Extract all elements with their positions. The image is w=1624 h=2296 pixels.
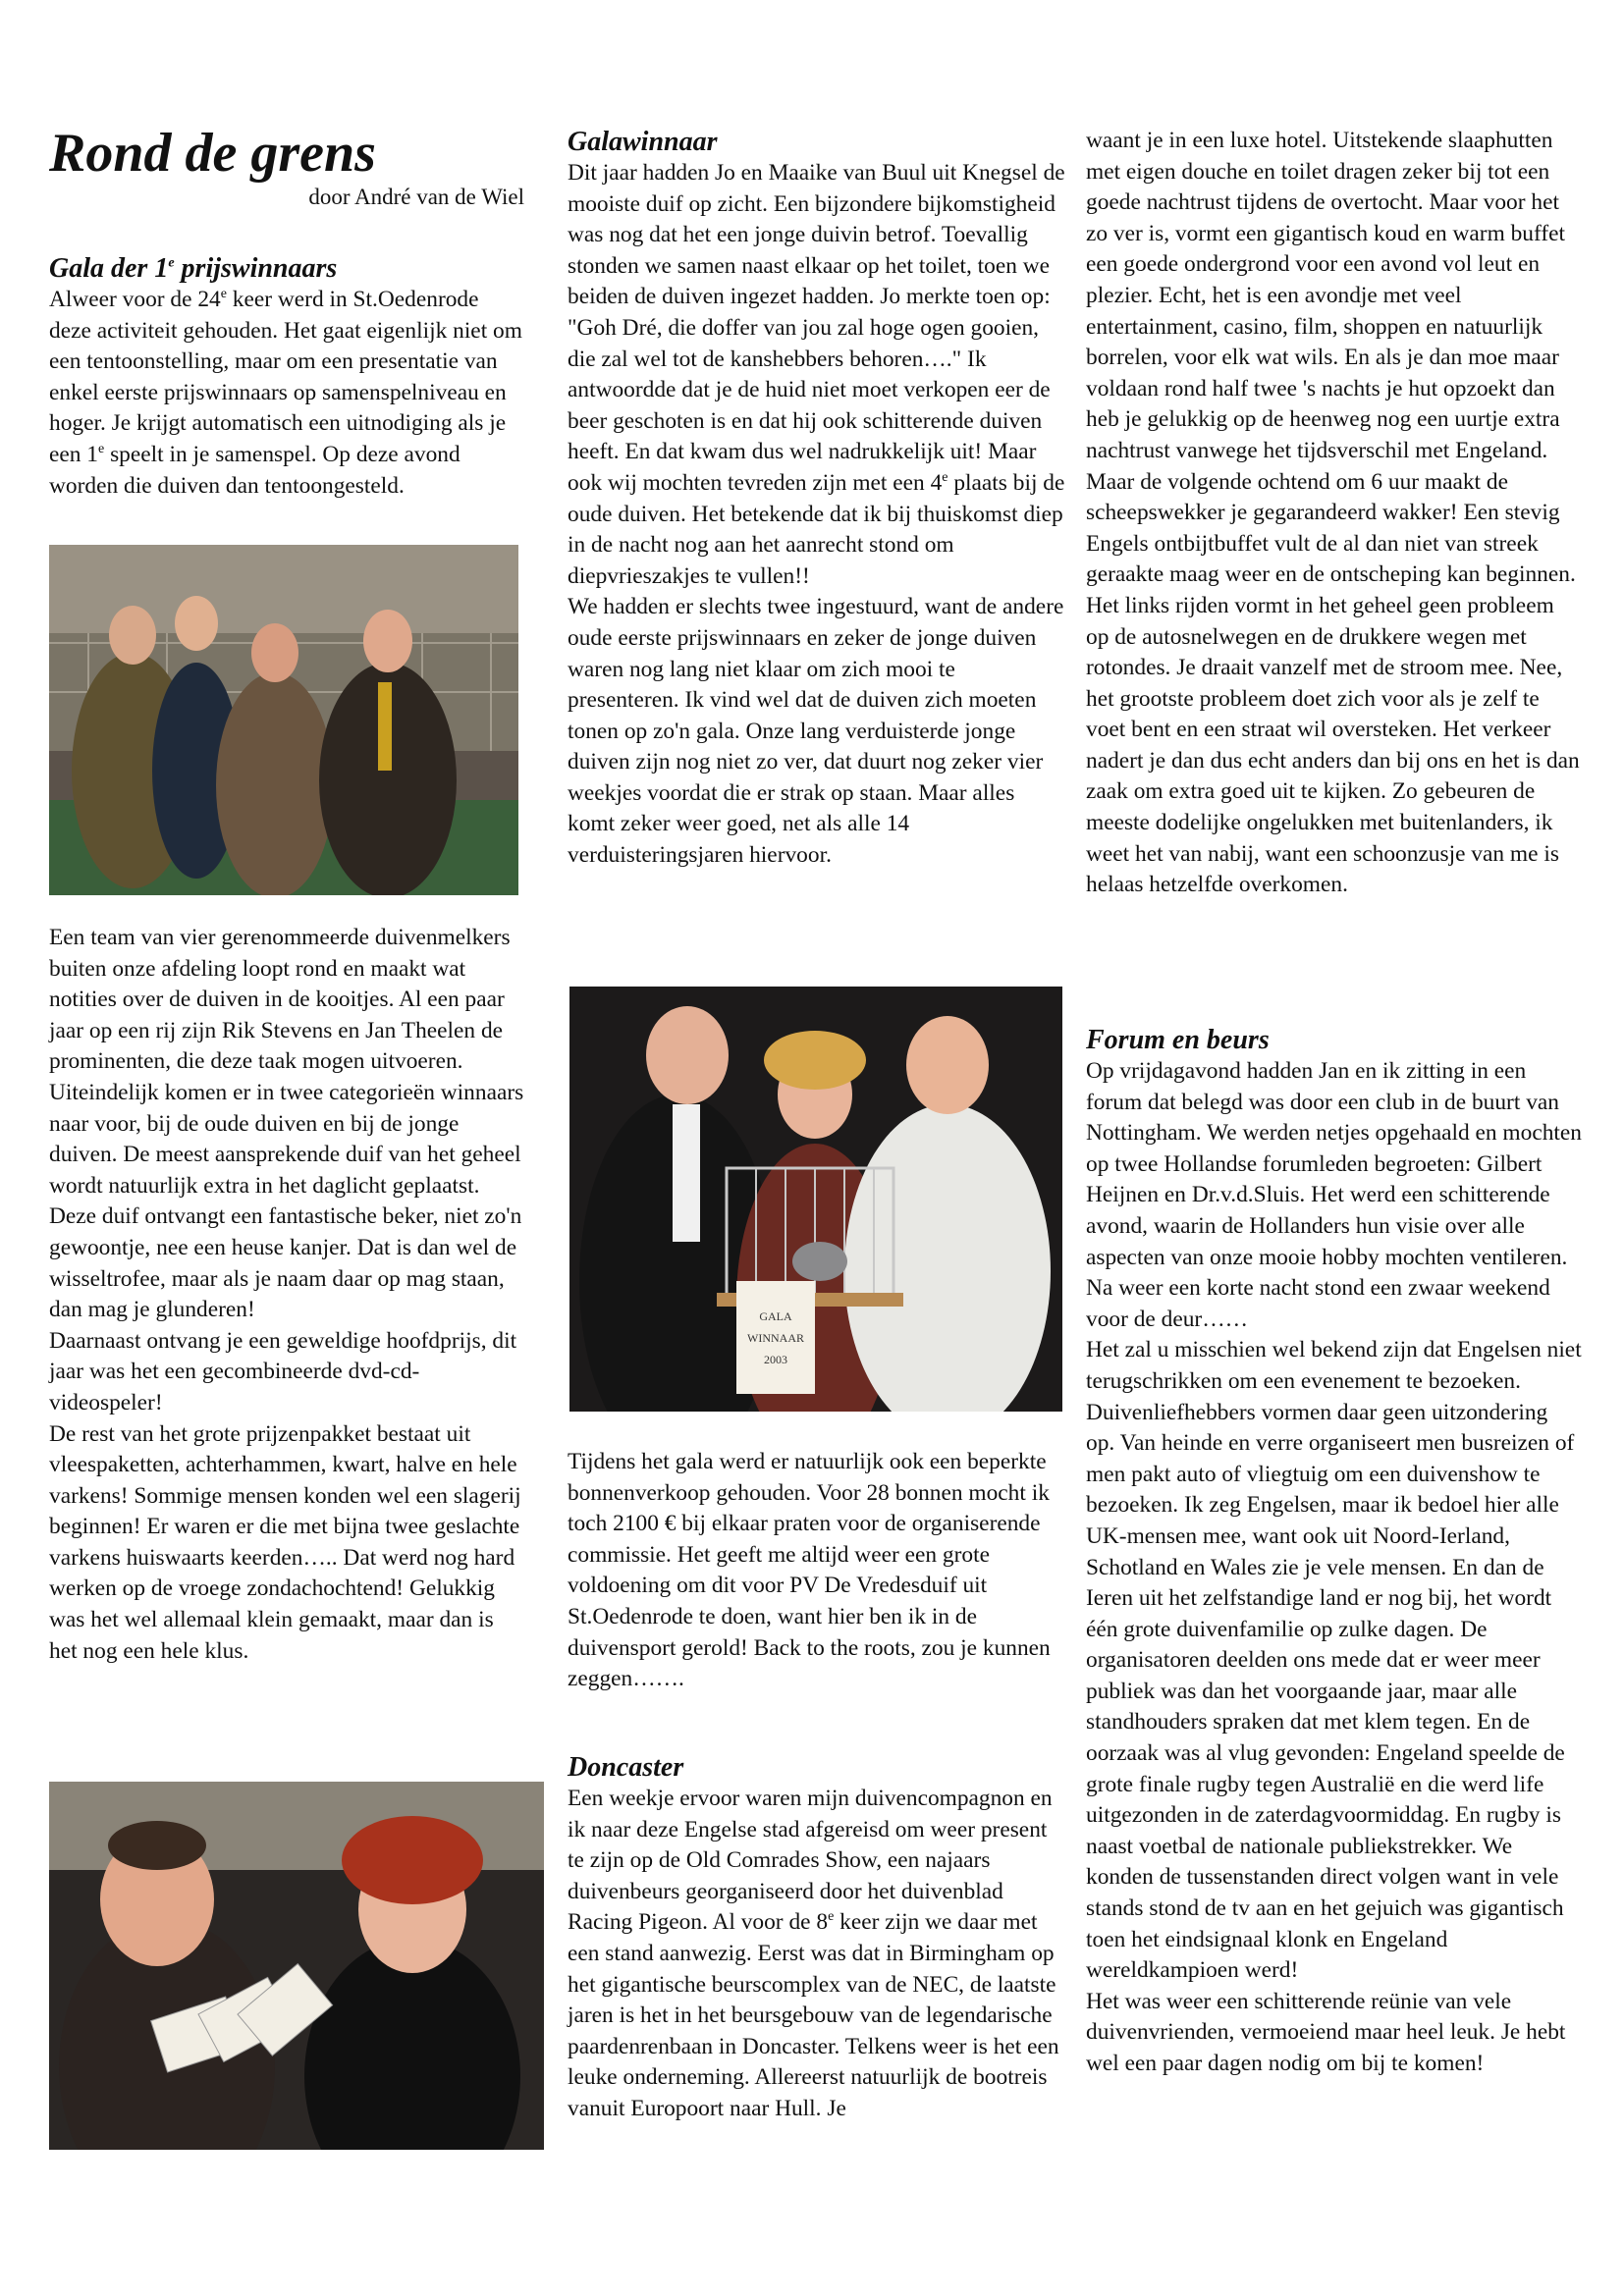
doncaster-heading: Doncaster: [568, 1752, 684, 1783]
doncaster-continued: [1086, 126, 1582, 901]
doncaster-paragraph-2: waant je in een luxe hotel. Uitstekende slaaphutten met eigen douche en toilet dragen zeker bij tot een goede nachtrust tijdens de overtocht. Maar voor het zo ver is, vormt een gigantisch koud en warm buffet een goede ondergrond voor een avond vol leut en plezier. Echt, het is een avondje met veel entertainment, casino, film, shoppen en natuurlijk borrelen, voor elk wat wils. En als je dan moe maar voldaan rond half twee 's nachts je hut opzoekt dan heb je gelukkig op de heenweg nog een uurtje extra nachtrust vanwege het tijdsverschil met Engeland. Maar de volgende ochtend om 6 uur maakt de scheepswekker je gegarandeerd wakker! Een stevig Engels ontbijtbuffet vult de al dan niet van streek geraakte maag weer en de ontscheping kan beginnen. Het links rijden vormt in het geheel geen probleem op de autosnelwegen en de drukkere wegen met rotondes. Je draait vanzelf met de stroom mee. Nee, het grootste probleem doet zich voor als je zelf te voet bent en een straat wil oversteken. Het verkeer nadert je dan dus echt anders dan bij ons en het is dan zaak om extra goed uit te kijken. Zo gebeuren de meeste dodelijke ongelukken met buitenlanders, ik weet het van nabij, want een schoonzusje van me is helaas hetzelfde overkomen.: [1086, 128, 1580, 898]
forum-heading: Forum en beurs: [1086, 1025, 1270, 1055]
section-doncaster: [568, 1752, 1066, 2125]
forum-paragraph: Op vrijdagavond hadden Jan en ik zitting in een forum dat belegd was door een club in de buurt van Nottingham. We werden netjes opgehaald en mochten op twee Hollandse forumleden begroeten: Gilbert Heijnen en Dr.v.d.Sluis. Het werd een schitterende avond, waarin de Hollanders hun visie over alle aspecten van onze mooie hobby mochten ventileren. Na weer een korte nacht stond een zwaar weekend voor de deur…… Het zal u misschien wel bekend zijn dat Engelsen niet terugschrikken om een evenement te bezoeken. Duivenliefhebbers vormen daar geen uitzondering op. Van heinde en verre organiseert men busreizen of men pakt auto of vliegtuig om een duivenshow te bezoeken. Ik zeg Engelsen, maar ik bedoel hier alle UK-mensen mee, want ook uit Noord-Ierland, Schotland en Wales zie je vele mensen. En dan de Ieren uit het zelfstandige land er nog bij, het wordt één grote duivenfamilie op zulke dagen. De organisatoren deelden ons mede dat er weer meer publiek was dan het voorgaande jaar, maar alle standhouders spraken dat met klem tegen. En de oorzaak was al vlug gevonden: Engeland speelde de grote finale rugby tegen Australië en die werd life uitgezonden in de zaterdagvoormiddag. En rugby is naast voetbal de nationale publiekstrekker. We konden de tussenstanden direct volgen want in vele stands stond de tv aan en het gejuich was gigantisch toen het eindsignaal klonk en Engeland wereldkampioen werd! Het was weer een schitterende reünie van vele duivenvrienden, vermoeiend maar heel leuk. Je hebt wel een paar dagen nodig om bij te komen!: [1086, 1058, 1582, 2076]
gala-paragraph-1: Alweer voor de 24e keer werd in St.Oedenrode deze activiteit gehouden. Het gaat eigenlijk niet om een tentoonstelling, maar om een presentatie van enkel eerste prijswinnaars op samenspelniveau en hoger. Je krijgt automatisch een uitnodiging als je een 1e speelt in je samenspel. Op deze avond worden die duiven dan tentoongesteld.: [49, 287, 522, 499]
photo-gala-winner: [569, 987, 1062, 1412]
galawinnaar-paragraph-2: Tijdens het gala werd er natuurlijk ook een beperkte bonnenverkoop gehouden. Voor 28 bonnen mocht ik toch 2100 € bij elkaar praten voor de organiserende commissie. Het geeft me altijd weer een grote voldoening om dit voor PV De Vredesduif uit St.Oedenrode te doen, want hier ben ik in de duivensport gerold! Back to the roots, zou je kunnen zeggen…….: [568, 1449, 1051, 1692]
section-galawinnaar: [568, 127, 1066, 872]
gala-body: [49, 923, 524, 1667]
article-byline: door André van de Wiel: [308, 185, 524, 209]
article-title: Rond de grens: [49, 123, 376, 184]
section-gala: [49, 253, 524, 502]
gala-winner-sign: GALA WINNAAR 2003: [747, 1309, 804, 1366]
galawinnaar-paragraph-1: Dit jaar hadden Jo en Maaike van Buul uit Knegsel de mooiste duif op zicht. Een bijzondere bijkomstigheid was nog dat het een jonge duivin betrof. Toevallig stonden we samen naast elkaar op het toilet, toen we beiden de duiven ingezet hadden. Jo merkte toen op: "Goh Dré, die doffer van jou zal hoge ogen gooien, die zal wel tot de kanshebbers behoren…." Ik antwoordde dat je de huid niet moet verkopen eer de beer geschoten is en dat hij ook schitterende duiven heeft. En dat kwam dus wel nadrukkelijk uit! Maar ook wij mochten tevreden zijn met een 4e plaats bij de oude duiven. Het betekende dat ik bij thuiskomst diep in de nacht nog aan het aanrecht stond om diepvrieszakjes te vullen!! We hadden er slechts twee ingestuurd, want de andere oude eerste prijswinnaars en zeker de jonge duiven waren nog lang niet klaar om zich mooi te presenteren. Ik vind wel dat de duiven zich moeten tonen op zo'n gala. Onze lang verduisterde jonge duiven zijn nog niet zo ver, dat duurt nog zeker vier weekjes voordat die er strak op staan. Maar alles komt zeker weer goed, net als alle 14 verduisteringsjaren hiervoor.: [568, 160, 1065, 869]
galawinnaar-body: [568, 1447, 1066, 1695]
gala-paragraph-2: Een team van vier gerenommeerde duivenmelkers buiten onze afdeling loopt rond en maakt wat notities over de duiven in de kooitjes. Al een paar jaar op een rij zijn Rik Stevens en Jan Theelen de prominenten, die deze taak mogen uitvoeren. Uiteindelijk komen er in twee categorieën winnaars naar voor, bij de oude duiven en bij de jonge duiven. De meest aansprekende duif van het geheel wordt natuurlijk extra in het daglicht geplaatst. Deze duif ontvangt een fantastische beker, niet zo'n gewoontje, nee een heuse kanjer. Dat is dan wel de wisseltrofee, maar als je naam daar op mag staan, dan mag je glunderen! Daarnaast ontvang je een geweldige hoofdprijs, dit jaar was het een gecombineerde dvd-cd-videospeler! De rest van het grote prijzenpakket bestaat uit vleespaketten, achterhammen, kwart, halve en hele varkens! Sommige mensen konden wel een slagerij beginnen! Er waren er die met bijna twee geslachte varkens huiswaarts keerden….. Dat werd nog hard werken op de vroege zondachochtend! Gelukkig was het wel allemaal klein gemaakt, maar dan is het nog een hele klus.: [49, 925, 524, 1664]
photo-man-and-woman: [49, 1782, 544, 2150]
galawinnaar-heading: Galawinnaar: [568, 127, 718, 157]
doncaster-paragraph-1: Een weekje ervoor waren mijn duivencompagnon en ik naar deze Engelse stad afgereisd om weer present te zijn op de Old Comrades Show, een najaars duivenbeurs georganiseerd door het duivenblad Racing Pigeon. Al voor de 8e keer zijn we daar met een stand aanwezig. Eerst was dat in Birmingham op het gigantische beurscomplex van de NEC, de laatste jaren is het in het beursgebouw van de legendarische paardenrenbaan in Doncaster. Telkens weer is het een leuke onderneming. Allereerst natuurlijk de bootreis vanuit Europoort naar Hull. Je: [568, 1786, 1059, 2121]
photo-four-men: [49, 545, 518, 895]
gala-heading: Gala der 1e prijswinnaars: [49, 253, 338, 284]
section-forum: [1086, 1025, 1582, 2080]
